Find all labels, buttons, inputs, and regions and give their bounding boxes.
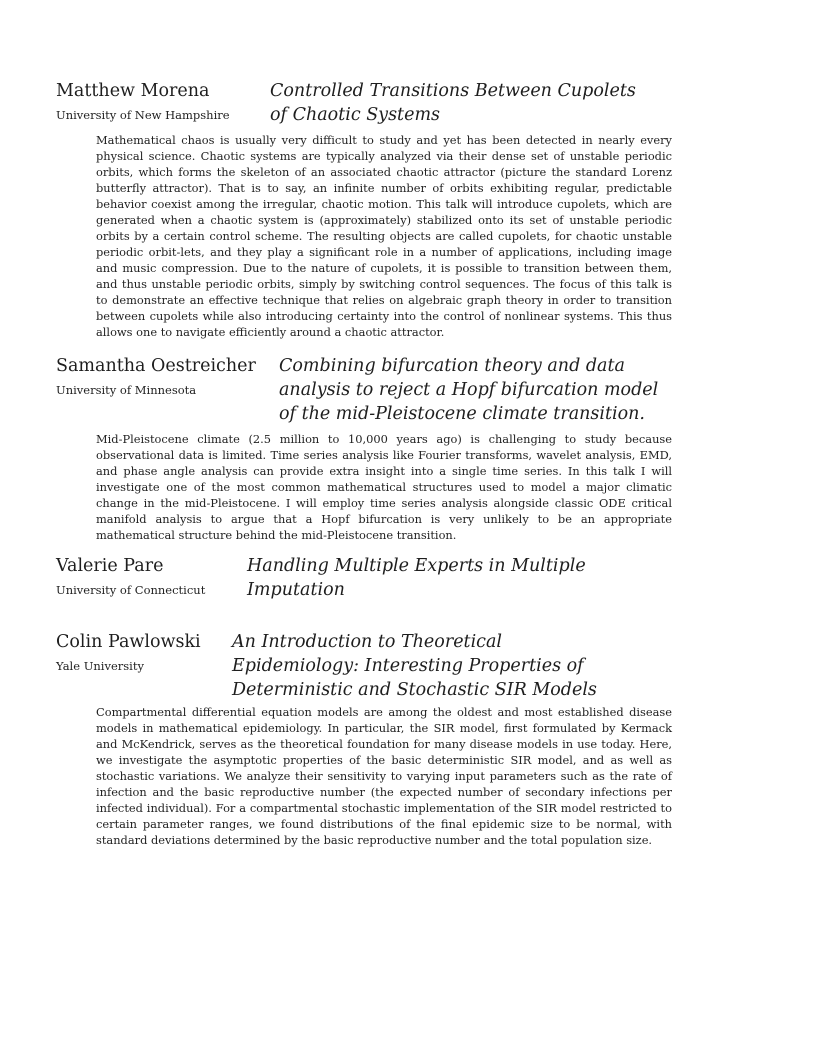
speaker-name: Matthew Morena xyxy=(56,81,210,101)
speaker-affiliation: University of New Hampshire xyxy=(56,108,230,122)
talk-title-line: Imputation xyxy=(247,580,345,600)
talk-title xyxy=(279,354,658,426)
talk-entry xyxy=(56,554,676,604)
talk-entry xyxy=(56,630,676,852)
speaker-name: Colin Pawlowski xyxy=(56,632,201,652)
talk-title-line: Controlled Transitions Between Cupolets xyxy=(270,81,636,101)
speaker-name: Valerie Pare xyxy=(56,556,164,576)
talk-title-line: Deterministic and Stochastic SIR Models xyxy=(232,680,597,700)
talk-entry xyxy=(56,354,676,544)
talk-title-line: Epidemiology: Interesting Properties of xyxy=(232,656,584,676)
speaker-name: Samantha Oestreicher xyxy=(56,356,256,376)
talk-abstract: Compartmental differential equation models are among the oldest and most established disease models in mathematical epidemiology. In particular, the SIR model, first formulated by Kermack and McKendrick, serves as the theoretical foundation for many disease models in use today. Here, we investigate the asymptotic properties of the basic deterministic SIR model, and as well as stochastic variations. We analyze their sensitivity to varying input parameters such as the rate of infection and the basic reproductive number (the expected number of secondary infections per infected individual). For a compartmental stochastic implementation of the SIR model restricted to certain parameter ranges, we found distributions of the final epidemic size to be normal, with standard deviations determined by the basic reproductive number and the total population size. xyxy=(96,705,672,847)
talk-title-line: of Chaotic Systems xyxy=(270,105,441,125)
talk-title-line: An Introduction to Theoretical xyxy=(232,632,503,652)
talk-entry xyxy=(56,79,676,343)
talk-abstract: Mid-Pleistocene climate (2.5 million to 10,000 years ago) is challenging to study because observational data is limited. Time series analysis like Fourier transforms, wavelet analysis, EMD, and phase angle analysis can provide extra insight into a single time series. In this talk I will investigate one of the most common mathematical structures used to model a major climatic change in the mid-Pleistocene. I will employ time series analysis alongside classic ODE critical manifold analysis to argue that a Hopf bifurcation is very unlikely to be an appropriate mathematical structure behind the mid-Pleistocene transition. xyxy=(96,432,672,542)
talk-title xyxy=(247,554,586,602)
talk-title-line: Combining bifurcation theory and data xyxy=(279,356,625,376)
talk-title-line: analysis to reject a Hopf bifurcation model xyxy=(279,380,659,400)
talk-title-line: Handling Multiple Experts in Multiple xyxy=(247,556,586,576)
talk-abstract: Mathematical chaos is usually very difficult to study and yet has been detected in nearly every physical science. Chaotic systems are typically analyzed via their dense set of unstable periodic orbits, which forms the skeleton of an associated chaotic attractor (picture the standard Lorenz butterfly attractor). That is to say, an infinite number of orbits exhibiting regular, predictable behavior coexist among the irregular, chaotic motion. This talk will introduce cupolets, which are generated when a chaotic system is (approximately) stabilized onto its set of unstable periodic orbits by a certain control scheme. The resulting objects are called cupolets, for chaotic unstable periodic orbit-lets, and they play a significant role in a number of applications, including image and music compression. Due to the nature of cupolets, it is possible to transition between them, and thus unstable periodic orbits, simply by switching control sequences. The focus of this talk is to demonstrate an effective technique that relies on algebraic graph theory in order to transition between cupolets while also introducing certainty into the control of nonlinear systems. This thus allows one to navigate efficiently around a chaotic attractor. xyxy=(96,133,672,339)
talk-title xyxy=(270,79,636,127)
talk-title xyxy=(232,630,597,702)
speaker-affiliation: University of Minnesota xyxy=(56,383,197,397)
speaker-affiliation: University of Connecticut xyxy=(56,583,206,597)
speaker-affiliation: Yale University xyxy=(56,659,144,673)
talk-title-line: of the mid-Pleistocene climate transition. xyxy=(279,404,645,424)
